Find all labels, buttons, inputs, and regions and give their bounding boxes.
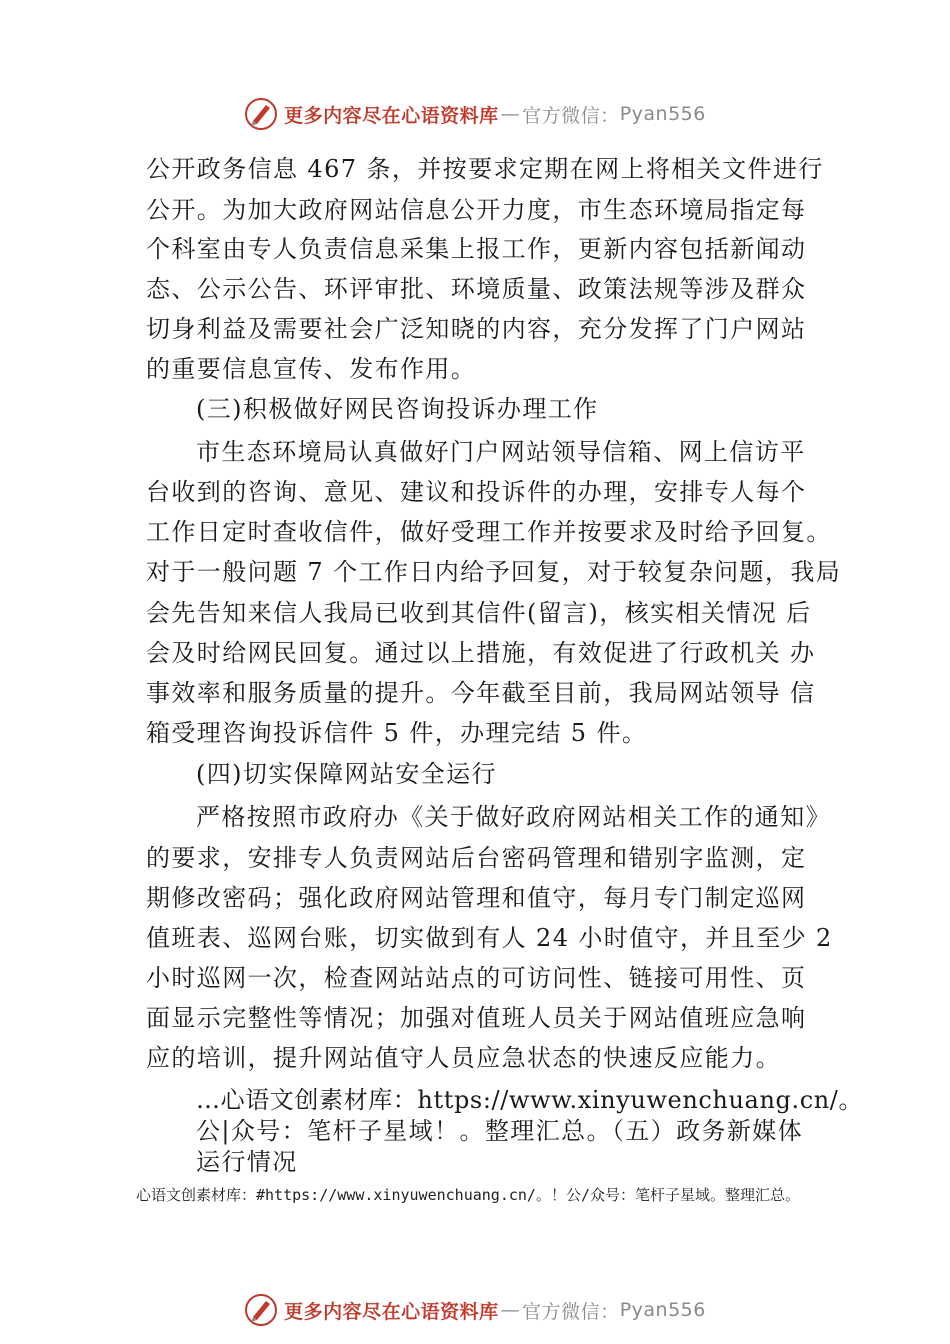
- body-line: 公|众号：笔杆子星域！。整理汇总。（五）政务新媒体: [196, 1117, 804, 1145]
- footer-note: 心语文创素材库：#https://www.xinyuwenchuang.cn/。！公/众号：笔杆子星域。整理汇总。: [136, 1186, 800, 1204]
- banner-wechat-label: 官方微信：: [522, 104, 620, 127]
- body-line: 会先告知来信人我局已收到其信件(留言)，核实相关情况 后: [146, 599, 812, 627]
- body-line: 对于一般问题 7 个工作日内给予回复，对于较复杂问题，我局: [146, 558, 842, 586]
- body-line: 严格按照市政府办《关于做好政府网站相关工作的通知》: [196, 803, 831, 831]
- body-line: 小时巡网一次，检查网站站点的可访问性、链接可用性、页: [146, 964, 807, 992]
- body-line: 会及时给网民回复。通过以上措施，有效促进了行政机关 办: [146, 639, 816, 667]
- banner-title: 更多内容尽在心语资料库: [284, 104, 499, 127]
- banner-wechat-id: Pyan556: [619, 103, 706, 125]
- body-line: 应的培训，提升网站值守人员应急状态的快速反应能力。: [146, 1044, 781, 1072]
- banner-dash: —: [500, 1299, 521, 1321]
- body-line: …心语文创素材库：https://www.xinyuwenchuang.cn/。: [196, 1086, 864, 1114]
- body-line: 期修改密码；强化政府网站管理和值守，每月专门制定巡网: [146, 884, 807, 912]
- body-line: 箱受理咨询投诉信件 5 件，办理完结 5 件。: [146, 719, 648, 747]
- body-line: 公开。为加大政府网站信息公开力度，市生态环境局指定每: [146, 196, 807, 224]
- body-line: 台收到的咨询、意见、建议和投诉件的办理，安排专人每个: [146, 478, 807, 506]
- body-line: 的要求，安排专人负责网站后台密码管理和错别字监测，定: [146, 844, 807, 872]
- body-line: 运行情况: [196, 1148, 298, 1176]
- banner-wechat-label: 官方微信：: [522, 1300, 620, 1323]
- body-line: 值班表、巡网台账，切实做到有人 24 小时值守，并且至少 2: [146, 924, 833, 952]
- banner-dash: —: [500, 103, 521, 125]
- body-line: 切身利益及需要社会广泛知晓的内容，充分发挥了门户网站: [146, 315, 807, 343]
- body-line: 面显示完整性等情况；加强对值班人员关于网站值班应急响: [146, 1004, 807, 1032]
- body-line: 事效率和服务质量的提升。今年截至目前，我局网站领导 信: [146, 679, 816, 707]
- banner-title: 更多内容尽在心语资料库: [284, 1300, 499, 1323]
- header-banner: [0, 94, 950, 134]
- section-heading: (四)切实保障网站安全运行: [196, 760, 497, 788]
- logo-icon: [244, 97, 278, 131]
- body-line: 公开政务信息 467 条，并按要求定期在网上将相关文件进行: [146, 155, 824, 183]
- footer-banner: [0, 1290, 950, 1330]
- body-line: 态、公示公告、环评审批、环境质量、政策法规等涉及群众: [146, 275, 807, 303]
- body-line: 市生态环境局认真做好门户网站领导信箱、网上信访平: [196, 438, 806, 466]
- banner-wechat-id: Pyan556: [619, 1299, 706, 1321]
- section-heading: (三)积极做好网民咨询投诉办理工作: [196, 395, 599, 423]
- body-line: 工作日定时查收信件，做好受理工作并按要求及时给予回复。: [146, 518, 832, 546]
- logo-icon: [244, 1293, 278, 1327]
- body-line: 的重要信息宣传、发布作用。: [146, 355, 477, 383]
- body-line: 个科室由专人负责信息采集上报工作，更新内容包括新闻动: [146, 235, 807, 263]
